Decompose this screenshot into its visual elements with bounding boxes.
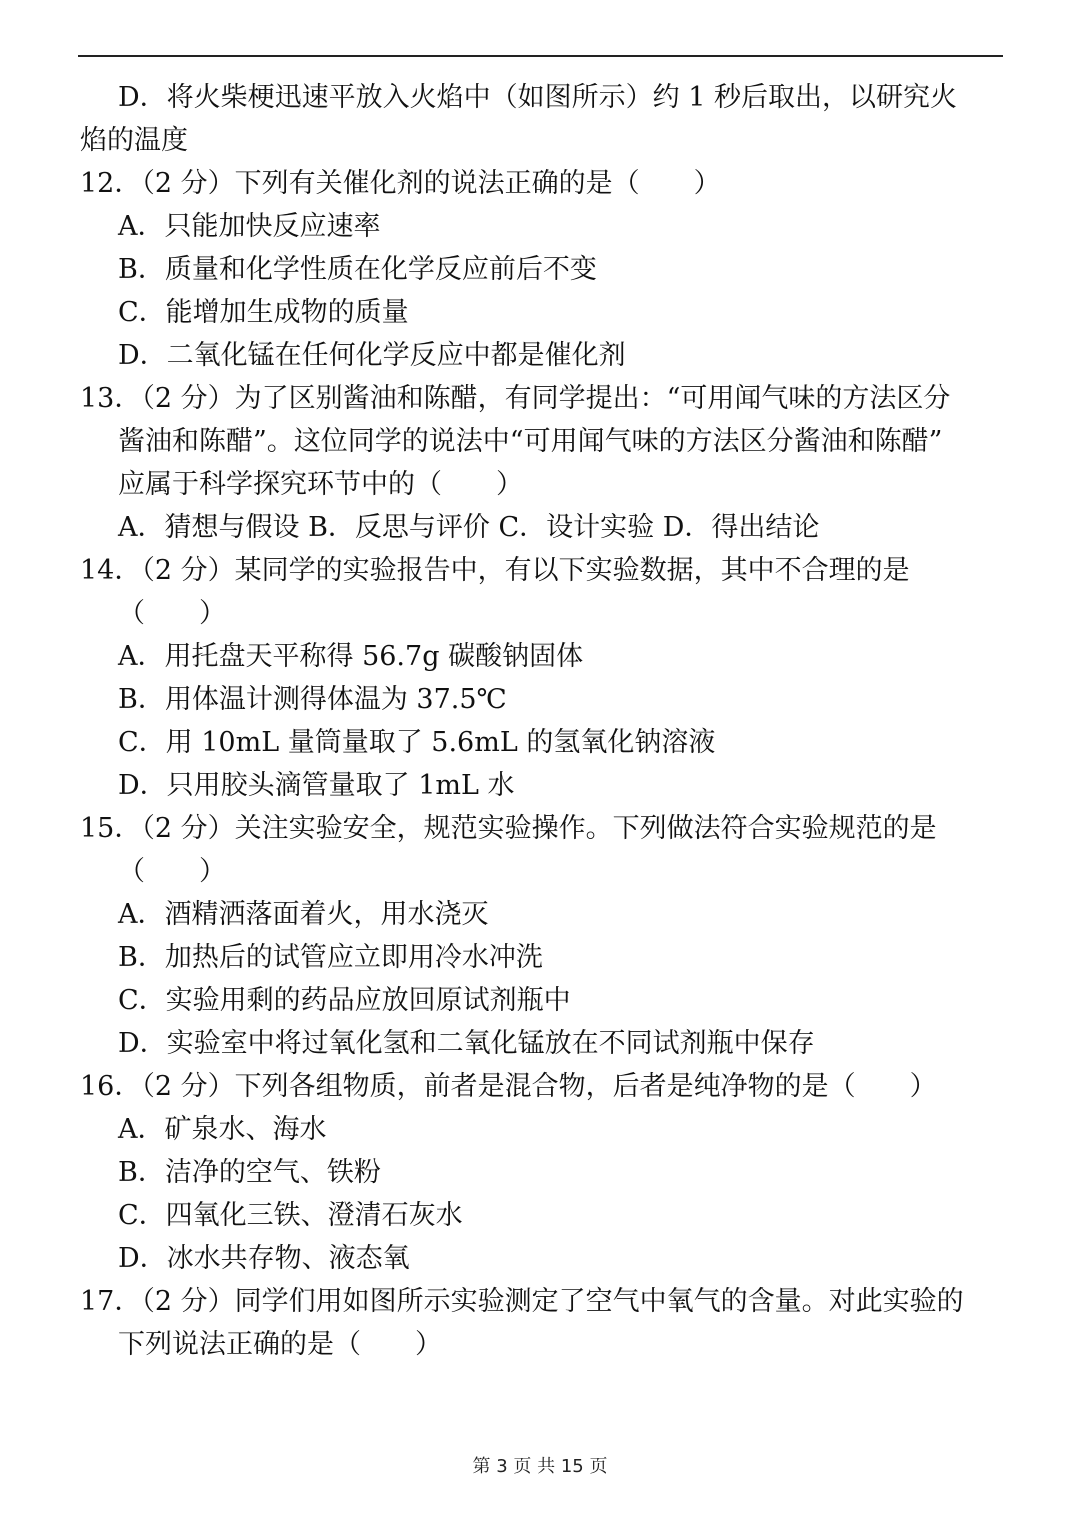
q12-option-a: A．只能加快反应速率 xyxy=(118,211,381,242)
q15-stem-line1: 15．（2 分）关注实验安全，规范实验操作。下列做法符合实验规范的是 xyxy=(80,813,937,844)
q16-option-d: D．冰水共存物、液态氧 xyxy=(118,1243,410,1274)
q15-stem-line2: （ ） xyxy=(118,856,226,887)
q17-stem-line1: 17．（2 分）同学们用如图所示实验测定了空气中氧气的含量。对此实验的 xyxy=(80,1286,964,1317)
q13-stem-line2: 酱油和陈醋”。这位同学的说法中“可用闻气味的方法区分酱油和陈醋” xyxy=(118,426,943,457)
q14-option-a: A．用托盘天平称得 56.7g 碳酸钠固体 xyxy=(118,641,584,672)
q16-stem: 16．（2 分）下列各组物质，前者是混合物，后者是纯净物的是（ ） xyxy=(80,1071,937,1102)
q12-option-d: D．二氧化锰在任何化学反应中都是催化剂 xyxy=(118,340,626,371)
q13-options: A．猜想与假设 B．反思与评价 C．设计实验 D．得出结论 xyxy=(118,512,820,543)
q12-stem: 12．（2 分）下列有关催化剂的说法正确的是（ ） xyxy=(80,168,721,199)
q16-option-a: A．矿泉水、海水 xyxy=(118,1114,327,1145)
header-rule xyxy=(78,55,1003,57)
q13-stem-line3: 应属于科学探究环节中的（ ） xyxy=(118,469,523,500)
q14-stem-line1: 14．（2 分）某同学的实验报告中，有以下实验数据，其中不合理的是 xyxy=(80,555,910,586)
q11-option-d-line1: D．将火柴梗迅速平放入火焰中（如图所示）约 1 秒后取出，以研究火 xyxy=(118,82,957,113)
q16-option-c: C．四氧化三铁、澄清石灰水 xyxy=(118,1200,463,1231)
q17-stem-line2: 下列说法正确的是（ ） xyxy=(118,1329,442,1360)
q12-option-b: B．质量和化学性质在化学反应前后不变 xyxy=(118,254,597,285)
page-footer: 第 3 页 共 15 页 xyxy=(472,1456,608,1477)
q12-option-c: C．能增加生成物的质量 xyxy=(118,297,409,328)
q13-stem-line1: 13．（2 分）为了区别酱油和陈醋，有同学提出：“可用闻气味的方法区分 xyxy=(80,383,951,414)
q14-option-d: D．只用胶头滴管量取了 1mL 水 xyxy=(118,770,515,801)
page-content xyxy=(80,76,1005,1366)
q15-option-b: B．加热后的试管应立即用冷水冲洗 xyxy=(118,942,543,973)
q14-option-b: B．用体温计测得体温为 37.5℃ xyxy=(118,684,507,715)
q16-option-b: B．洁净的空气、铁粉 xyxy=(118,1157,381,1188)
q14-stem-line2: （ ） xyxy=(118,598,226,629)
q15-option-a: A．酒精洒落面着火，用水浇灭 xyxy=(118,899,489,930)
q15-option-c: C．实验用剩的药品应放回原试剂瓶中 xyxy=(118,985,571,1016)
q11-option-d-line2: 焰的温度 xyxy=(80,125,188,156)
q14-option-c: C．用 10mL 量筒量取了 5.6mL 的氢氧化钠溶液 xyxy=(118,727,716,758)
q15-option-d: D．实验室中将过氧化氢和二氧化锰放在不同试剂瓶中保存 xyxy=(118,1028,815,1059)
